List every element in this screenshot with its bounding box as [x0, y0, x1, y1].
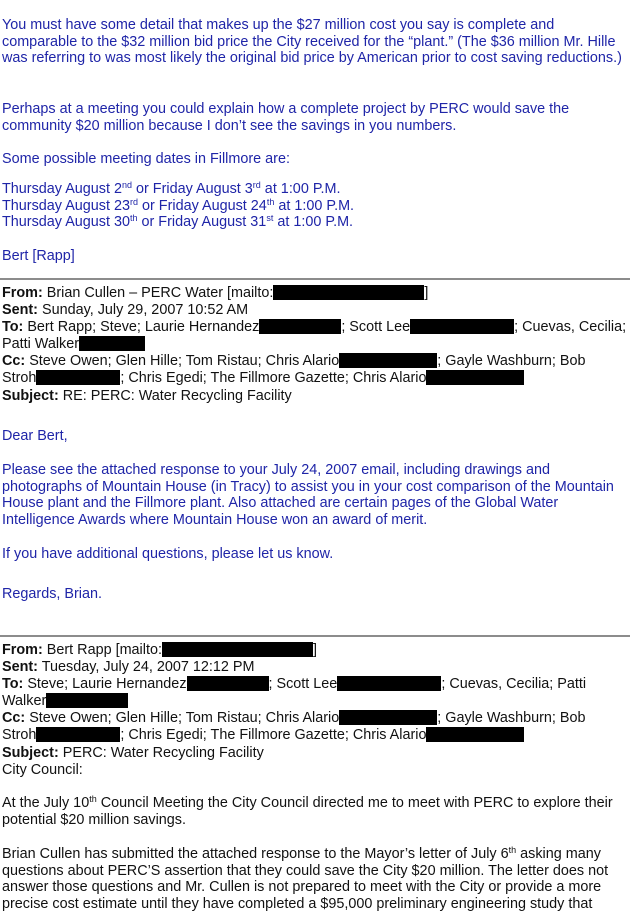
- to-line-cont: Walker: [2, 693, 638, 710]
- redaction-block: [162, 642, 313, 657]
- paragraph-questions: If you have additional questions, please let us know.: [2, 546, 334, 562]
- cc-line: Cc: Steve Owen; Glen Hille; Tom Ristau; Chris Alario ; Gayle Washburn; Bob: [2, 710, 586, 727]
- paragraph-text: Perhaps at a meeting you could explain how a complete project by PERC would save the community $20 million because I don’t see the savings in you numbers.: [2, 101, 570, 134]
- paragraph-attachment-note: Please see the attached response to your July 24, 2007 email, including drawings and photographs of Mountain House (in Tracy) to assist you in your cost comparison of the Mountain House plant and the Fillmore plant. Also attached are certain pages of the Global Water Intelligence Awards where Mountain House won an award of merit.: [2, 462, 614, 528]
- email-header-1: [2, 285, 638, 405]
- from-line: From: Brian Cullen – PERC Water [mailto: ]: [2, 285, 429, 301]
- redaction-block: [410, 319, 514, 334]
- divider: [0, 635, 630, 637]
- redaction-block: [339, 710, 437, 725]
- meeting-date-line: Thursday August 30th or Friday August 31st at 1:00 P.M.: [2, 213, 354, 231]
- redaction-block: [79, 336, 145, 351]
- signature: Bert [Rapp]: [2, 248, 75, 264]
- cc-line: Cc: Steve Owen; Glen Hille; Tom Ristau; Chris Alario ; Gayle Washburn; Bob: [2, 353, 586, 370]
- redaction-block: [426, 727, 524, 742]
- redaction-block: [259, 319, 341, 334]
- subject-line: Subject: PERC: Water Recycling Facility: [2, 744, 264, 761]
- redaction-block: [273, 285, 424, 300]
- paragraph-text: Some possible meeting dates in Fillmore are:: [2, 151, 290, 167]
- redaction-block: [426, 370, 524, 385]
- greeting: Dear Bert,: [2, 428, 68, 444]
- redaction-block: [187, 676, 269, 691]
- redaction-block: [339, 353, 437, 368]
- divider: [0, 278, 630, 280]
- paragraph-cost-detail: [2, 17, 632, 67]
- redaction-block: [337, 676, 441, 691]
- redaction-block: [46, 693, 128, 708]
- from-line: From: Bert Rapp [mailto: ]: [2, 642, 317, 658]
- to-line-cont: Patti Walker: [2, 336, 638, 353]
- subject-line: Subject: RE: PERC: Water Recycling Facility: [2, 387, 292, 404]
- paragraph-cullen-response: Brian Cullen has submitted the attached response to the Mayor’s letter of July 6th asking many questions about PERC’S assertion that they could save the City $20 million. The letter does not answer those questions and Mr. Cullen is not prepared to meet with the City or provide a more precise cost estimate until they have completed a $95,000 preliminary engineering study that: [2, 845, 609, 912]
- closing: Regards, Brian.: [2, 586, 102, 602]
- to-line: To: Steve; Laurie Hernandez ; Scott Lee ; Cuevas, Cecilia; Patti: [2, 676, 587, 693]
- meeting-date-line: Thursday August 2nd or Friday August 3rd at 1:00 P.M.: [2, 180, 341, 197]
- redaction-block: [36, 727, 120, 742]
- meeting-dates-list: [2, 181, 632, 231]
- cc-line-cont: Stroh ; Chris Egedi; The Fillmore Gazette; Chris Alario: [2, 370, 638, 387]
- sent-line: Sent: Sunday, July 29, 2007 10:52 AM: [2, 302, 249, 319]
- paragraph-council-meeting: At the July 10th Council Meeting the City Council directed me to meet with PERC to explore their potential $20 million savings.: [2, 794, 613, 828]
- meeting-date-line: Thursday August 23rd or Friday August 24th at 1:00 P.M.: [2, 196, 355, 214]
- paragraph-meeting-request: [2, 101, 632, 134]
- cc-line-cont: Stroh ; Chris Egedi; The Fillmore Gazette; Chris Alario: [2, 727, 638, 744]
- to-line: To: Bert Rapp; Steve; Laurie Hernandez ; Scott Lee ; Cuevas, Cecilia;: [2, 319, 627, 336]
- email-header-2: [2, 642, 638, 779]
- paragraph-text: You must have some detail that makes up the $27 million cost you say is complete and comparable to the $32 million bid price the City received for the “plant.” (The $36 million Mr. Hille was referring to was most likely the original bid price by American prior to cost saving reductions.): [2, 17, 622, 67]
- redaction-block: [36, 370, 120, 385]
- sent-line: Sent: Tuesday, July 24, 2007 12:12 PM: [2, 659, 255, 676]
- salutation: City Council:: [2, 761, 83, 778]
- paragraph-meeting-dates-intro: [2, 151, 632, 168]
